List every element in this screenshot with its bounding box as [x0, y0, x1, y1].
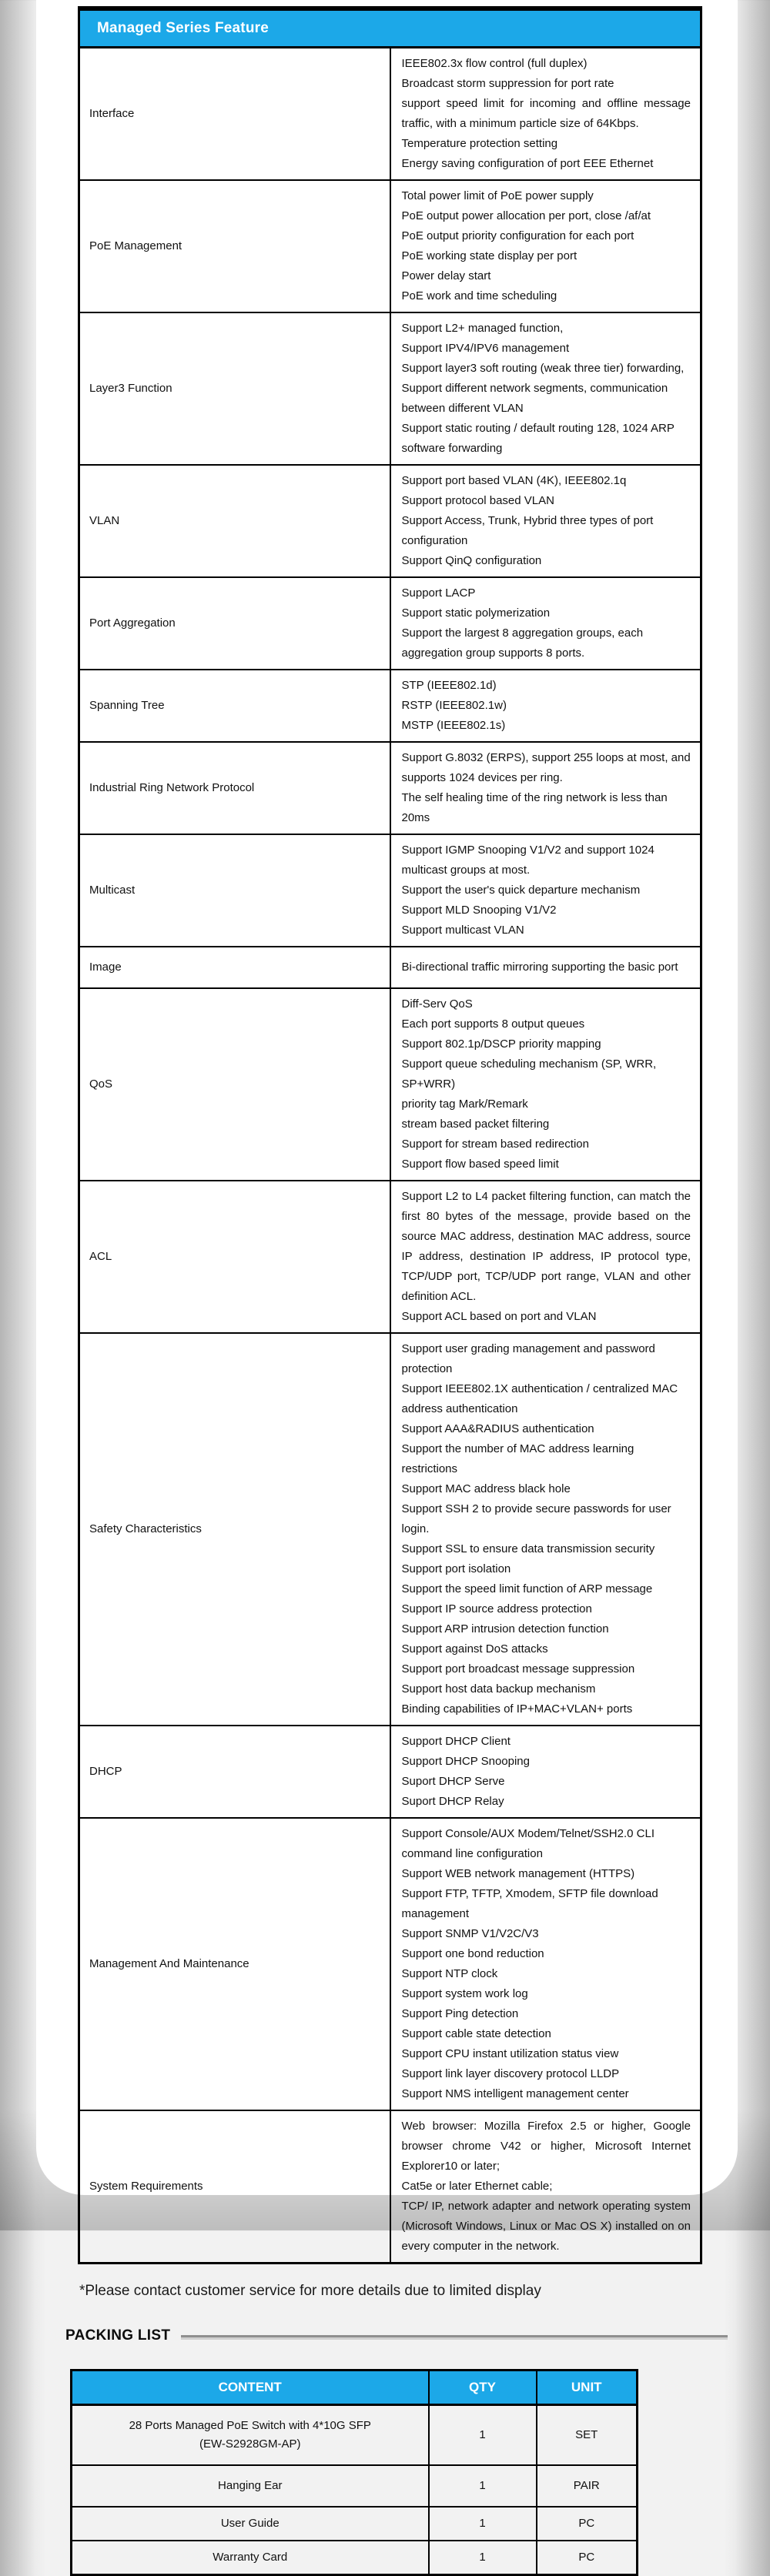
feature-row: [79, 48, 701, 181]
packing-table: [70, 2369, 638, 2576]
feature-line: Support multicast VLAN: [401, 924, 524, 937]
feature-row: [79, 1818, 701, 2110]
feature-label: Multicast: [79, 834, 390, 947]
feature-row: [79, 742, 701, 834]
feature-line: Broadcast storm suppression for port rate: [401, 77, 614, 90]
packing-qty: 1: [429, 2507, 537, 2541]
feature-line: PoE working state display per port: [401, 249, 578, 262]
feature-line: Support Ping detection: [401, 2007, 519, 2020]
feature-line: Support CPU instant utilization status view: [401, 2047, 619, 2060]
feature-line: Support WEB network management (HTTPS): [401, 1867, 635, 1880]
feature-line: PoE work and time scheduling: [401, 289, 557, 302]
packing-table-header-row: [72, 2371, 638, 2405]
feature-row: [79, 180, 701, 312]
feature-line: Support Access, Trunk, Hybrid three types of port configuration: [401, 514, 654, 547]
feature-label: Management And Maintenance: [79, 1818, 390, 2110]
feature-label: Safety Characteristics: [79, 1333, 390, 1726]
feature-label: System Requirements: [79, 2110, 390, 2264]
feature-label: QoS: [79, 988, 390, 1181]
feature-lines: [390, 1333, 701, 1726]
feature-line: Support the user's quick departure mechanism: [401, 884, 641, 897]
feature-line: Binding capabilities of IP+MAC+VLAN+ ports: [401, 1702, 633, 1716]
feature-line: Support the speed limit function of ARP message: [401, 1582, 653, 1595]
feature-line: Temperature protection setting: [401, 137, 558, 150]
feature-line: Support layer3 soft routing (weak three tier) forwarding,: [401, 362, 685, 375]
feature-line: Support different network segments, communication between different VLAN: [401, 382, 668, 415]
feature-lines: [390, 947, 701, 988]
feature-line: Support LACP: [401, 586, 476, 600]
feature-line: Cat5e or later Ethernet cable;: [401, 2180, 553, 2193]
feature-line: Support NTP clock: [401, 1967, 498, 1980]
feature-line: Support cable state detection: [401, 2027, 551, 2040]
feature-row: [79, 312, 701, 465]
feature-line: Support IPV4/IPV6 management: [401, 342, 570, 355]
feature-line: Support IP source address protection: [401, 1602, 592, 1615]
feature-line: Support SNMP V1/V2C/V3: [401, 1927, 539, 1940]
packing-row: [72, 2541, 638, 2575]
feature-line: Web browser: Mozilla Firefox 2.5 or higher, Google browser chrome V42 or higher, Microsoft Internet Explorer10 or later;: [401, 2120, 691, 2173]
packing-qty: 1: [429, 2405, 537, 2466]
feature-line: Support SSL to ensure data transmission security: [401, 1542, 655, 1555]
feature-line: Support flow based speed limit: [401, 1158, 559, 1171]
feature-line: Support the largest 8 aggregation groups, each aggregation group supports 8 ports.: [401, 626, 644, 660]
feature-line: Support SSH 2 to provide secure passwords for user login.: [401, 1502, 671, 1535]
feature-line: Support MLD Snooping V1/V2: [401, 904, 557, 917]
feature-line: Suport DHCP Serve: [401, 1775, 505, 1788]
feature-table: [78, 6, 702, 2264]
feature-line: Support static routing / default routing 128, 1024 ARP software forwarding: [401, 422, 675, 455]
packing-qty: 1: [429, 2465, 537, 2507]
packing-unit: PC: [537, 2541, 638, 2575]
packing-content-line: 28 Ports Managed PoE Switch with 4*10G SFP: [129, 2419, 371, 2432]
feature-row: [79, 1181, 701, 1333]
feature-line: Support the number of MAC address learning restrictions: [401, 1442, 634, 1475]
feature-line: Support port based VLAN (4K), IEEE802.1q: [401, 474, 627, 487]
feature-line: support speed limit for incoming and offline message traffic, with a minimum particle size of 64Kbps.: [401, 97, 691, 130]
feature-line: Support DHCP Snooping: [401, 1755, 530, 1768]
packing-content: [72, 2465, 429, 2507]
feature-line: stream based packet filtering: [401, 1118, 550, 1131]
feature-label: Layer3 Function: [79, 312, 390, 465]
packing-unit: PC: [537, 2507, 638, 2541]
feature-line: Support user grading management and password protection: [401, 1342, 655, 1375]
feature-lines: [390, 988, 701, 1181]
feature-line: Support against DoS attacks: [401, 1642, 548, 1656]
feature-line: TCP/ IP, network adapter and network operating system (Microsoft Windows, Linux or Mac OS X) installed on on every computer in the network.: [401, 2200, 691, 2253]
feature-line: Support system work log: [401, 1987, 528, 2000]
feature-line: Support static polymerization: [401, 606, 551, 620]
packing-row: [72, 2465, 638, 2507]
divider-line: [181, 2335, 728, 2337]
feature-lines: [390, 742, 701, 834]
feature-row: [79, 834, 701, 947]
feature-lines: [390, 577, 701, 670]
feature-label: Interface: [79, 48, 390, 181]
feature-lines: [390, 48, 701, 181]
feature-line: PoE output priority configuration for each port: [401, 229, 634, 242]
feature-line: Support G.8032 (ERPS), support 255 loops at most, and supports 1024 devices per ring.: [401, 751, 691, 784]
feature-row: [79, 2110, 701, 2264]
customer-service-note: *Please contact customer service for more details due to limited display: [79, 2283, 541, 2299]
feature-line: Support Console/AUX Modem/Telnet/SSH2.0 CLI command line configuration: [401, 1827, 654, 1860]
feature-row: [79, 670, 701, 742]
packing-content-line: Warranty Card: [213, 2551, 288, 2564]
packing-unit: PAIR: [537, 2465, 638, 2507]
feature-line: Support one bond reduction: [401, 1947, 544, 1960]
packing-list-header: [65, 2327, 728, 2344]
feature-lines: [390, 2110, 701, 2264]
feature-lines: [390, 670, 701, 742]
feature-label: ACL: [79, 1181, 390, 1333]
content-card: [36, 0, 738, 2564]
feature-line: Support queue scheduling mechanism (SP, WRR, SP+WRR): [401, 1057, 657, 1091]
packing-row: [72, 2405, 638, 2466]
feature-line: Support IGMP Snooping V1/V2 and support 1024 multicast groups at most.: [401, 844, 654, 877]
feature-label: Port Aggregation: [79, 577, 390, 670]
packing-content-line: (EW-S2928GM-AP): [199, 2437, 301, 2451]
feature-line: PoE output power allocation per port, close /af/at: [401, 209, 651, 222]
feature-line: Each port supports 8 output queues: [401, 1017, 585, 1031]
feature-lines: [390, 1181, 701, 1333]
feature-line: RSTP (IEEE802.1w): [401, 699, 507, 712]
feature-lines: [390, 465, 701, 577]
feature-lines: [390, 180, 701, 312]
feature-line: STP (IEEE802.1d): [401, 679, 497, 692]
packing-col-content: CONTENT: [72, 2371, 429, 2405]
feature-line: Support DHCP Client: [401, 1735, 511, 1748]
feature-lines: [390, 1818, 701, 2110]
packing-unit: SET: [537, 2405, 638, 2466]
feature-line: Suport DHCP Relay: [401, 1795, 504, 1808]
feature-line: Support for stream based redirection: [401, 1138, 589, 1151]
feature-line: The self healing time of the ring network is less than 20ms: [401, 791, 668, 824]
feature-row: [79, 1726, 701, 1818]
feature-line: Power delay start: [401, 269, 491, 282]
feature-line: Support port broadcast message suppression: [401, 1662, 635, 1676]
feature-line: Support L2+ managed function,: [401, 322, 564, 335]
feature-label: Industrial Ring Network Protocol: [79, 742, 390, 834]
feature-line: Support AAA&RADIUS authentication: [401, 1422, 594, 1435]
feature-line: Support protocol based VLAN: [401, 494, 554, 507]
feature-label: DHCP: [79, 1726, 390, 1818]
feature-lines: [390, 312, 701, 465]
feature-line: Support NMS intelligent management center: [401, 2087, 629, 2100]
feature-row: [79, 947, 701, 988]
packing-col-qty: QTY: [429, 2371, 537, 2405]
feature-table-title: Managed Series Feature: [97, 20, 269, 36]
packing-content: [72, 2541, 429, 2575]
packing-row: [72, 2507, 638, 2541]
feature-line: Support IEEE802.1X authentication / centralized MAC address authentication: [401, 1382, 678, 1415]
feature-line: Support MAC address black hole: [401, 1482, 571, 1495]
feature-row: [79, 465, 701, 577]
feature-line: IEEE802.3x flow control (full duplex): [401, 57, 588, 70]
feature-label: Image: [79, 947, 390, 988]
feature-label: VLAN: [79, 465, 390, 577]
feature-line: Support ARP intrusion detection function: [401, 1622, 609, 1635]
feature-line: Energy saving configuration of port EEE Ethernet: [401, 157, 654, 170]
feature-row: [79, 1333, 701, 1726]
packing-content-line: User Guide: [220, 2517, 280, 2530]
feature-line: Support link layer discovery protocol LLDP: [401, 2067, 620, 2080]
feature-line: Bi-directional traffic mirroring supporting the basic port: [401, 961, 678, 974]
feature-line: Diff-Serv QoS: [401, 997, 473, 1011]
packing-qty: 1: [429, 2541, 537, 2575]
feature-row: [79, 988, 701, 1181]
packing-content: [72, 2507, 429, 2541]
feature-line: Support ACL based on port and VLAN: [401, 1310, 597, 1323]
feature-row: [79, 577, 701, 670]
feature-line: MSTP (IEEE802.1s): [401, 719, 506, 732]
feature-line: Support L2 to L4 packet filtering function, can match the first 80 bytes of the message, provide based on the source MAC address, destination MAC address, source IP address, destination IP address, IP protocol type, TCP/UDP port, TCP/UDP port range, VLAN and other definition ACL.: [401, 1190, 691, 1303]
packing-content-line: Hanging Ear: [218, 2479, 283, 2492]
feature-line: Support port isolation: [401, 1562, 511, 1575]
feature-line: Total power limit of PoE power supply: [401, 189, 594, 202]
feature-label: PoE Management: [79, 180, 390, 312]
packing-content: [72, 2405, 429, 2466]
packing-col-unit: UNIT: [537, 2371, 638, 2405]
feature-lines: [390, 1726, 701, 1818]
feature-label: Spanning Tree: [79, 670, 390, 742]
feature-line: Support host data backup mechanism: [401, 1682, 596, 1696]
feature-line: Support FTP, TFTP, Xmodem, SFTP file download management: [401, 1887, 658, 1920]
feature-line: Support 802.1p/DSCP priority mapping: [401, 1037, 601, 1051]
feature-line: Support QinQ configuration: [401, 554, 542, 567]
feature-table-header: [79, 8, 701, 48]
packing-list-title: PACKING LIST: [65, 2327, 171, 2344]
feature-lines: [390, 834, 701, 947]
feature-line: priority tag Mark/Remark: [401, 1098, 528, 1111]
